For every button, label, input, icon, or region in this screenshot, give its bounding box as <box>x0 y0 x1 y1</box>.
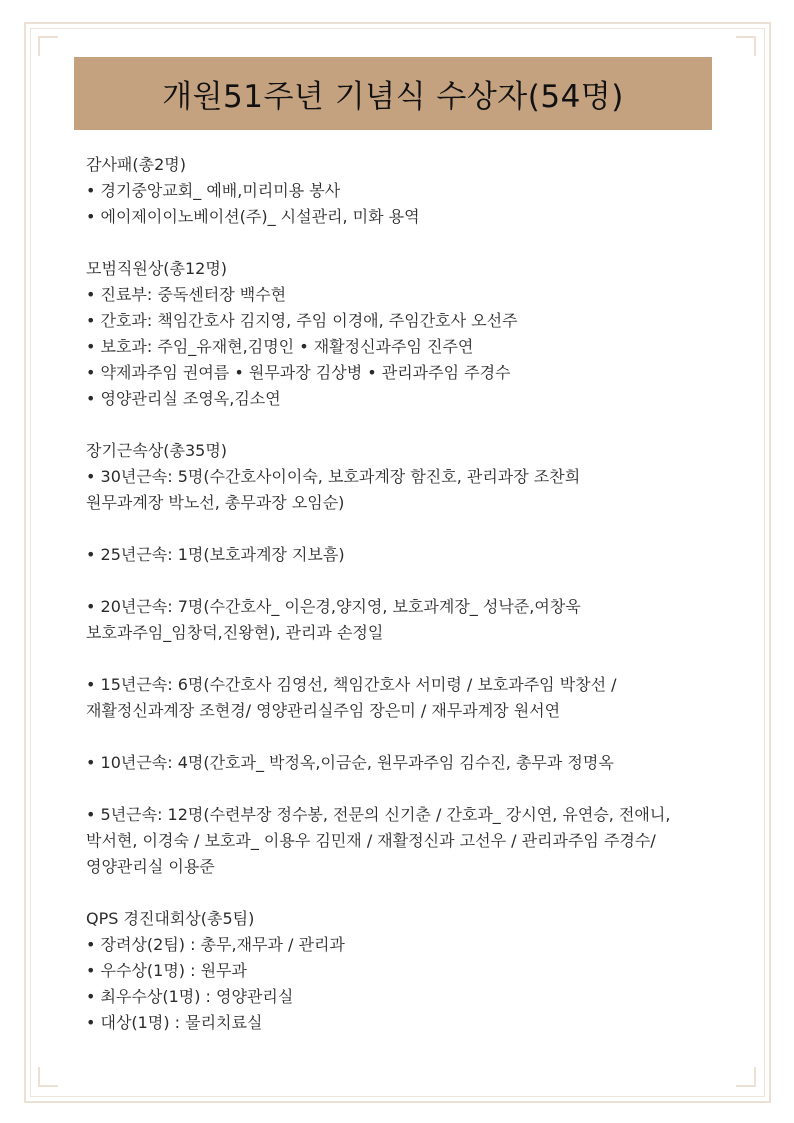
list-item <box>86 464 726 516</box>
section-long-service <box>86 438 726 880</box>
list-item: • 에이제이이노베이션(주)_ 시설관리, 미화 용역 <box>86 207 420 226</box>
section-model-employee <box>86 256 726 412</box>
list-item-line: 보호과주임_임창덕,진왕현), 관리과 손정일 <box>86 623 384 642</box>
list-item-line: 박서현, 이경숙 / 보호과_ 이용우 김민재 / 재활정신과 고선우 / 관리과주임 주경수/ <box>86 831 656 850</box>
list-item <box>86 594 726 646</box>
list-item: • 보호과: 주임_유재현,김명인 • 재활정신과주임 진주연 <box>86 337 474 356</box>
section-heading: 장기근속상(총35명) <box>86 441 228 460</box>
list-item-line: 원무과계장 박노선, 총무과장 오임순) <box>86 493 345 512</box>
section-heading: QPS 경진대회상(총5팀) <box>86 909 255 928</box>
list-item: • 진료부: 중독센터장 백수현 <box>86 285 287 304</box>
page-title: 개원51주년 기념식 수상자(54명) <box>162 79 624 115</box>
section-heading: 모범직원상(총12명) <box>86 259 228 278</box>
list-item <box>86 542 726 568</box>
title-banner <box>74 57 712 130</box>
list-item-line: • 5년근속: 12명(수련부장 정수봉, 전문의 신기춘 / 간호과_ 강시연, 유연승, 전애니, <box>86 805 671 824</box>
list-item-line: • 10년근속: 4명(간호과_ 박정옥,이금순, 원무과주임 김수진, 총무과 정명옥 <box>86 753 614 772</box>
corner-ornament <box>736 1067 756 1087</box>
list-item-line: • 20년근속: 7명(수간호사_ 이은경,양지영, 보호과계장_ 성낙준,여창욱 <box>86 597 581 616</box>
list-item-line: • 25년근속: 1명(보호과계장 지보흠) <box>86 545 345 564</box>
list-item: • 간호과: 책임간호사 김지영, 주임 이경애, 주임간호사 오선주 <box>86 311 518 330</box>
list-item: • 경기중앙교회_ 예배,미리미용 봉사 <box>86 181 341 200</box>
award-list <box>86 152 726 1062</box>
list-item-line: 영양관리실 이용준 <box>86 857 215 876</box>
list-item: • 영양관리실 조영옥,김소연 <box>86 389 281 408</box>
list-item: • 우수상(1명) : 원무과 <box>86 961 247 980</box>
corner-ornament <box>38 36 58 56</box>
section-heading: 감사패(총2명) <box>86 155 186 174</box>
section-qps-contest <box>86 906 726 1036</box>
list-item: • 장려상(2팀) : 총무,재무과 / 관리과 <box>86 935 345 954</box>
list-item: • 약제과주임 권여름 • 원무과장 김상병 • 관리과주임 주경수 <box>86 363 511 382</box>
section-appreciation-plaque <box>86 152 726 230</box>
list-item-line: • 15년근속: 6명(수간호사 김영선, 책임간호사 서미령 / 보호과주임 박창선 / <box>86 675 617 694</box>
list-item-line: 재활정신과계장 조현경/ 영양관리실주임 장은미 / 재무과계장 원서연 <box>86 701 561 720</box>
corner-ornament <box>736 36 756 56</box>
list-item: • 최우수상(1명) : 영양관리실 <box>86 987 294 1006</box>
list-item: • 대상(1명) : 물리치료실 <box>86 1013 263 1032</box>
list-item <box>86 672 726 724</box>
corner-ornament <box>38 1067 58 1087</box>
list-item-line: • 30년근속: 5명(수간호사이이숙, 보호과계장 함진호, 관리과장 조찬희 <box>86 467 581 486</box>
list-item <box>86 750 726 776</box>
list-item <box>86 802 726 880</box>
